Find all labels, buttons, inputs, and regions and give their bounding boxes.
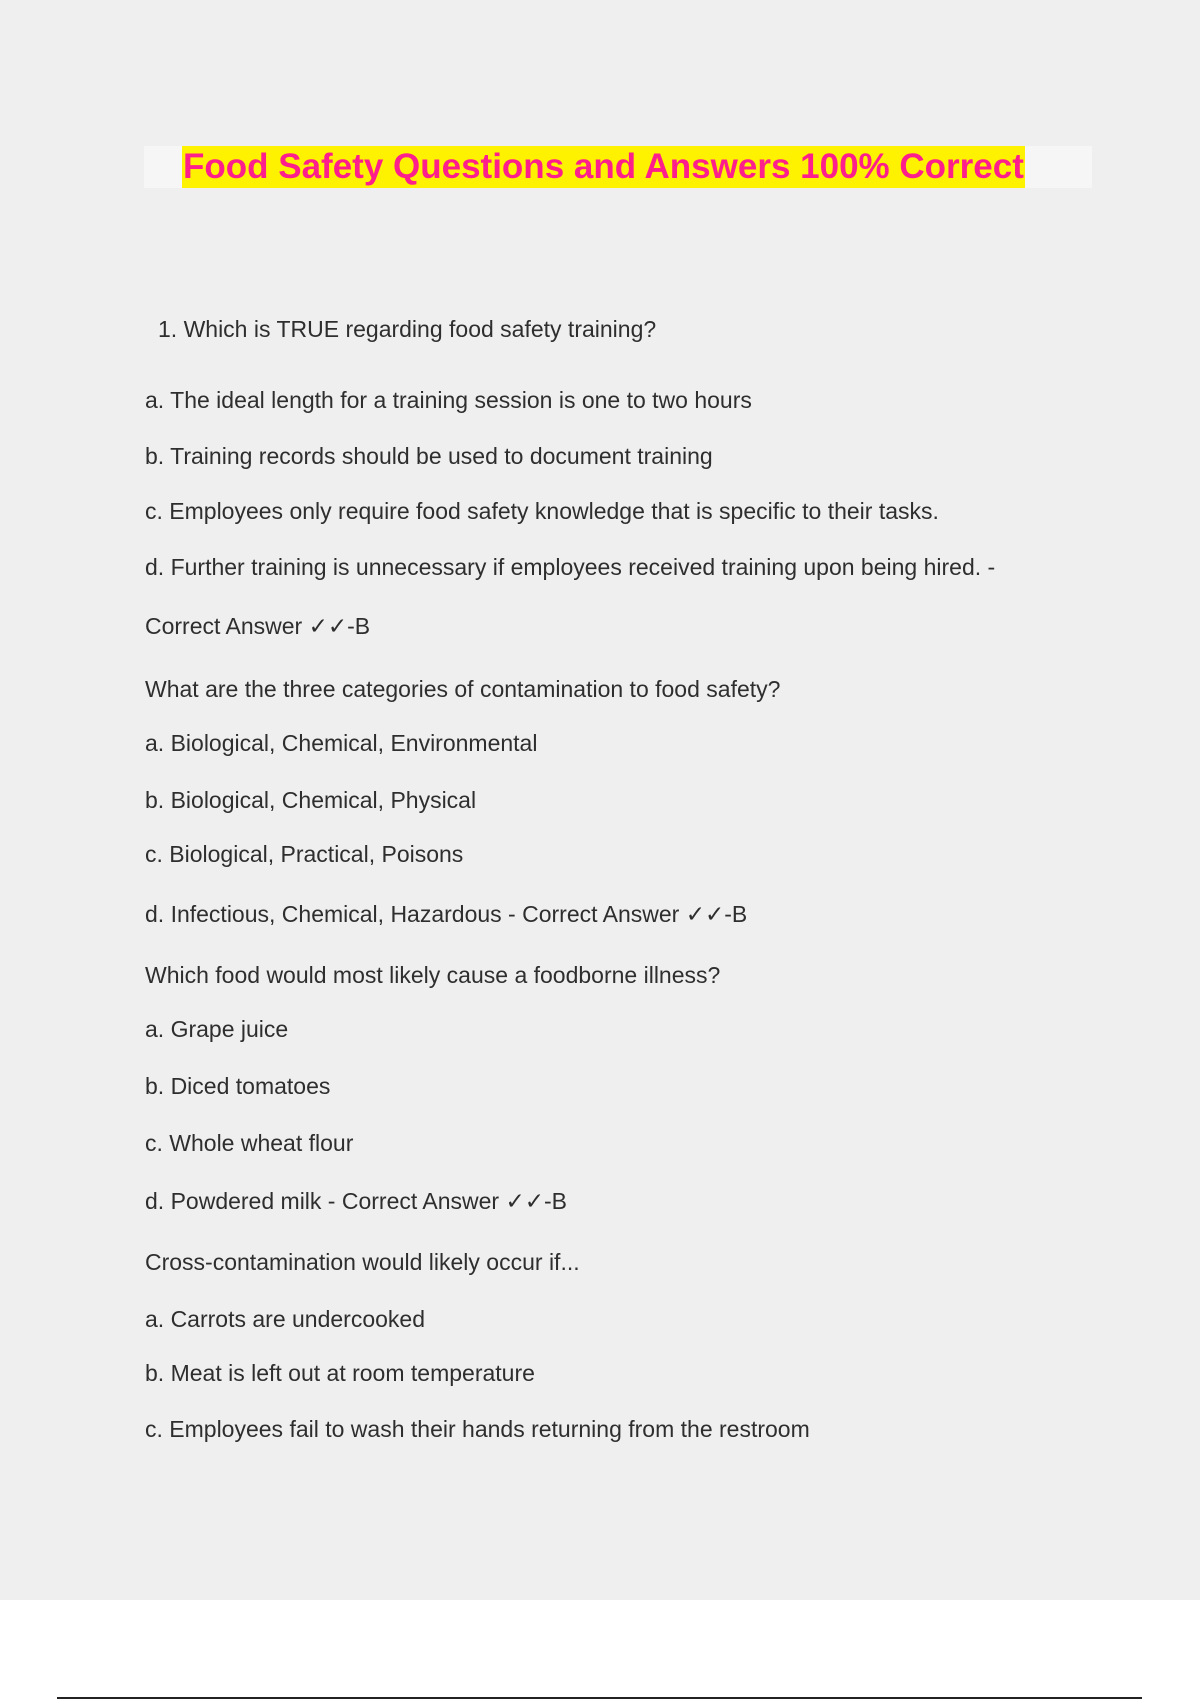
- option-line: a. Grape juice: [145, 1016, 289, 1042]
- question-2: What are the three categories of contamination to food safety?: [145, 676, 781, 702]
- document-title: Food Safety Questions and Answers 100% Correct: [183, 147, 1024, 186]
- option-line: d. Further training is unnecessary if employees received training upon being hired. -: [145, 554, 996, 580]
- option-line: c. Whole wheat flour: [145, 1130, 354, 1156]
- option-line: c. Employees only require food safety knowledge that is specific to their tasks.: [145, 498, 939, 524]
- option-line: c. Biological, Practical, Poisons: [145, 841, 464, 867]
- option-line: b. Meat is left out at room temperature: [145, 1360, 535, 1386]
- option-line: a. Biological, Chemical, Environmental: [145, 730, 538, 756]
- option-line: b. Diced tomatoes: [145, 1073, 331, 1099]
- option-line: a. The ideal length for a training session is one to two hours: [145, 387, 752, 413]
- option-line: b. Biological, Chemical, Physical: [145, 787, 477, 813]
- option-line: c. Employees fail to wash their hands returning from the restroom: [145, 1416, 810, 1442]
- option-line: a. Carrots are undercooked: [145, 1306, 425, 1332]
- correct-answer: Correct Answer ✓✓-B: [145, 613, 371, 639]
- question-4: Cross-contamination would likely occur if...: [145, 1249, 580, 1275]
- option-line: d. Infectious, Chemical, Hazardous - Correct Answer ✓✓-B: [145, 901, 748, 927]
- question-3: Which food would most likely cause a foodborne illness?: [145, 962, 721, 988]
- option-line: b. Training records should be used to document training: [145, 443, 713, 469]
- option-line: d. Powdered milk - Correct Answer ✓✓-B: [145, 1188, 567, 1214]
- footer-divider: [57, 1697, 1142, 1699]
- question-1: 1. Which is TRUE regarding food safety training?: [158, 316, 657, 342]
